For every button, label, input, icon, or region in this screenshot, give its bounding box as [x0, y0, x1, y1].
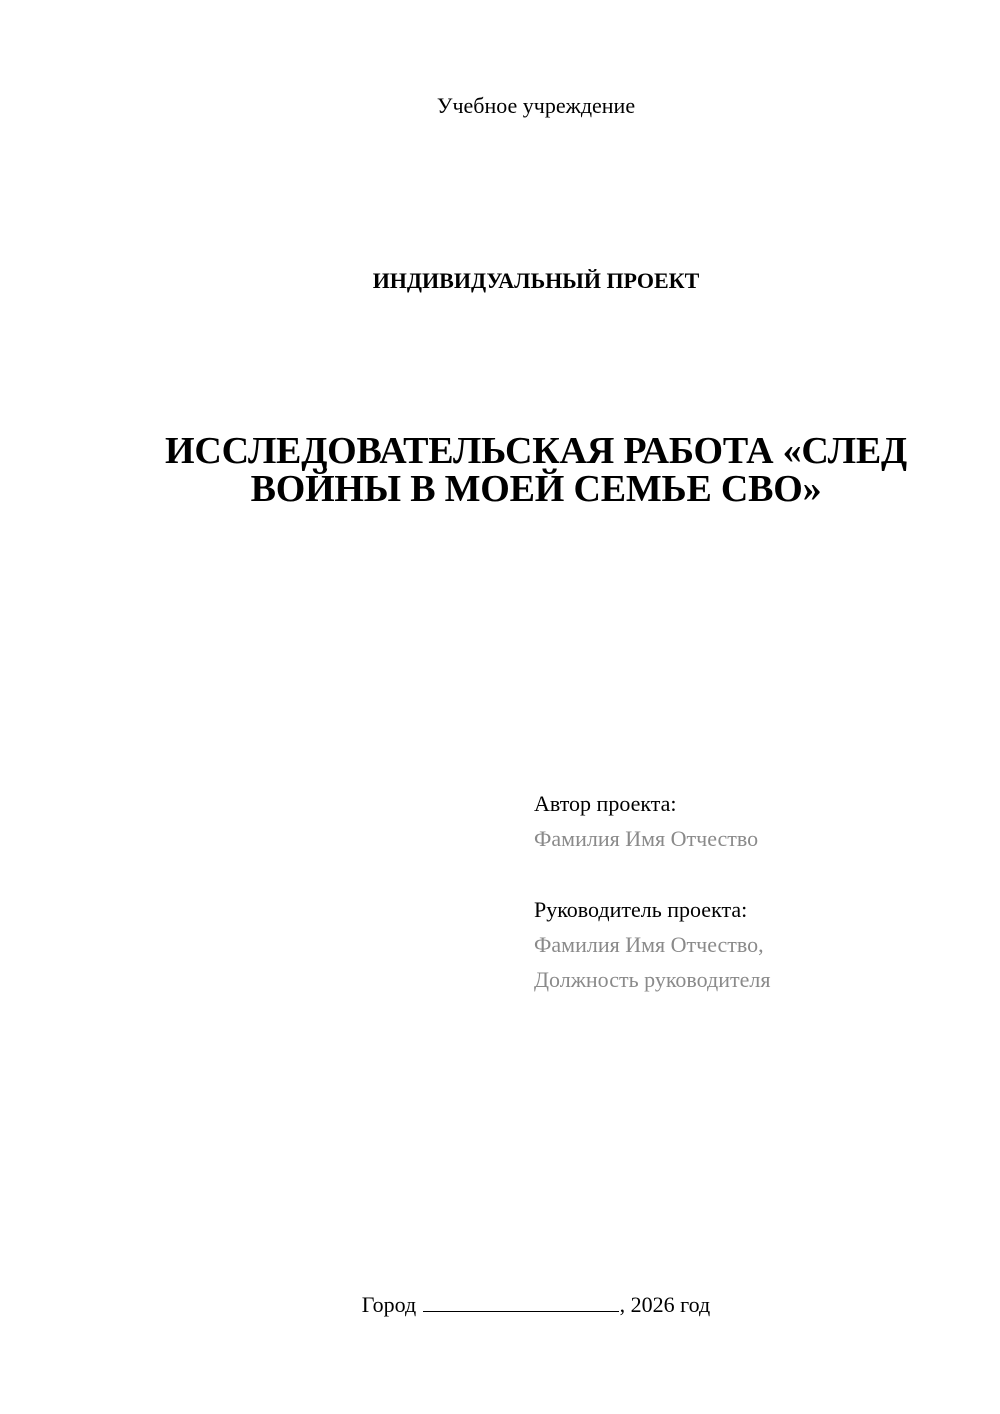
supervisor-label: Руководитель проекта: [534, 897, 748, 922]
document-title-line-2: ВОЙНЫ В МОЕЙ СЕМЬЕ СВО» [250, 468, 822, 510]
supervisor-name: Фамилия Имя Отчество, [534, 932, 764, 957]
document-title [150, 432, 922, 508]
document-title-line-1: ИССЛЕДОВАТЕЛЬСКАЯ РАБОТА «СЛЕД [165, 430, 907, 472]
project-type-heading: ИНДИВИДУАЛЬНЫЙ ПРОЕКТ [372, 268, 700, 293]
institution-name: Учебное учреждение [436, 93, 636, 118]
author-name: Фамилия Имя Отчество [534, 826, 759, 851]
year-text: , 2026 год [619, 1292, 711, 1317]
author-block [534, 786, 974, 856]
supervisor-block [534, 892, 974, 997]
author-label: Автор проекта: [534, 791, 677, 816]
supervisor-position: Должность руководителя [534, 967, 771, 992]
city-blank-line [423, 1291, 619, 1312]
footer-city-year [0, 1290, 1000, 1320]
city-label: Город [361, 1292, 417, 1317]
